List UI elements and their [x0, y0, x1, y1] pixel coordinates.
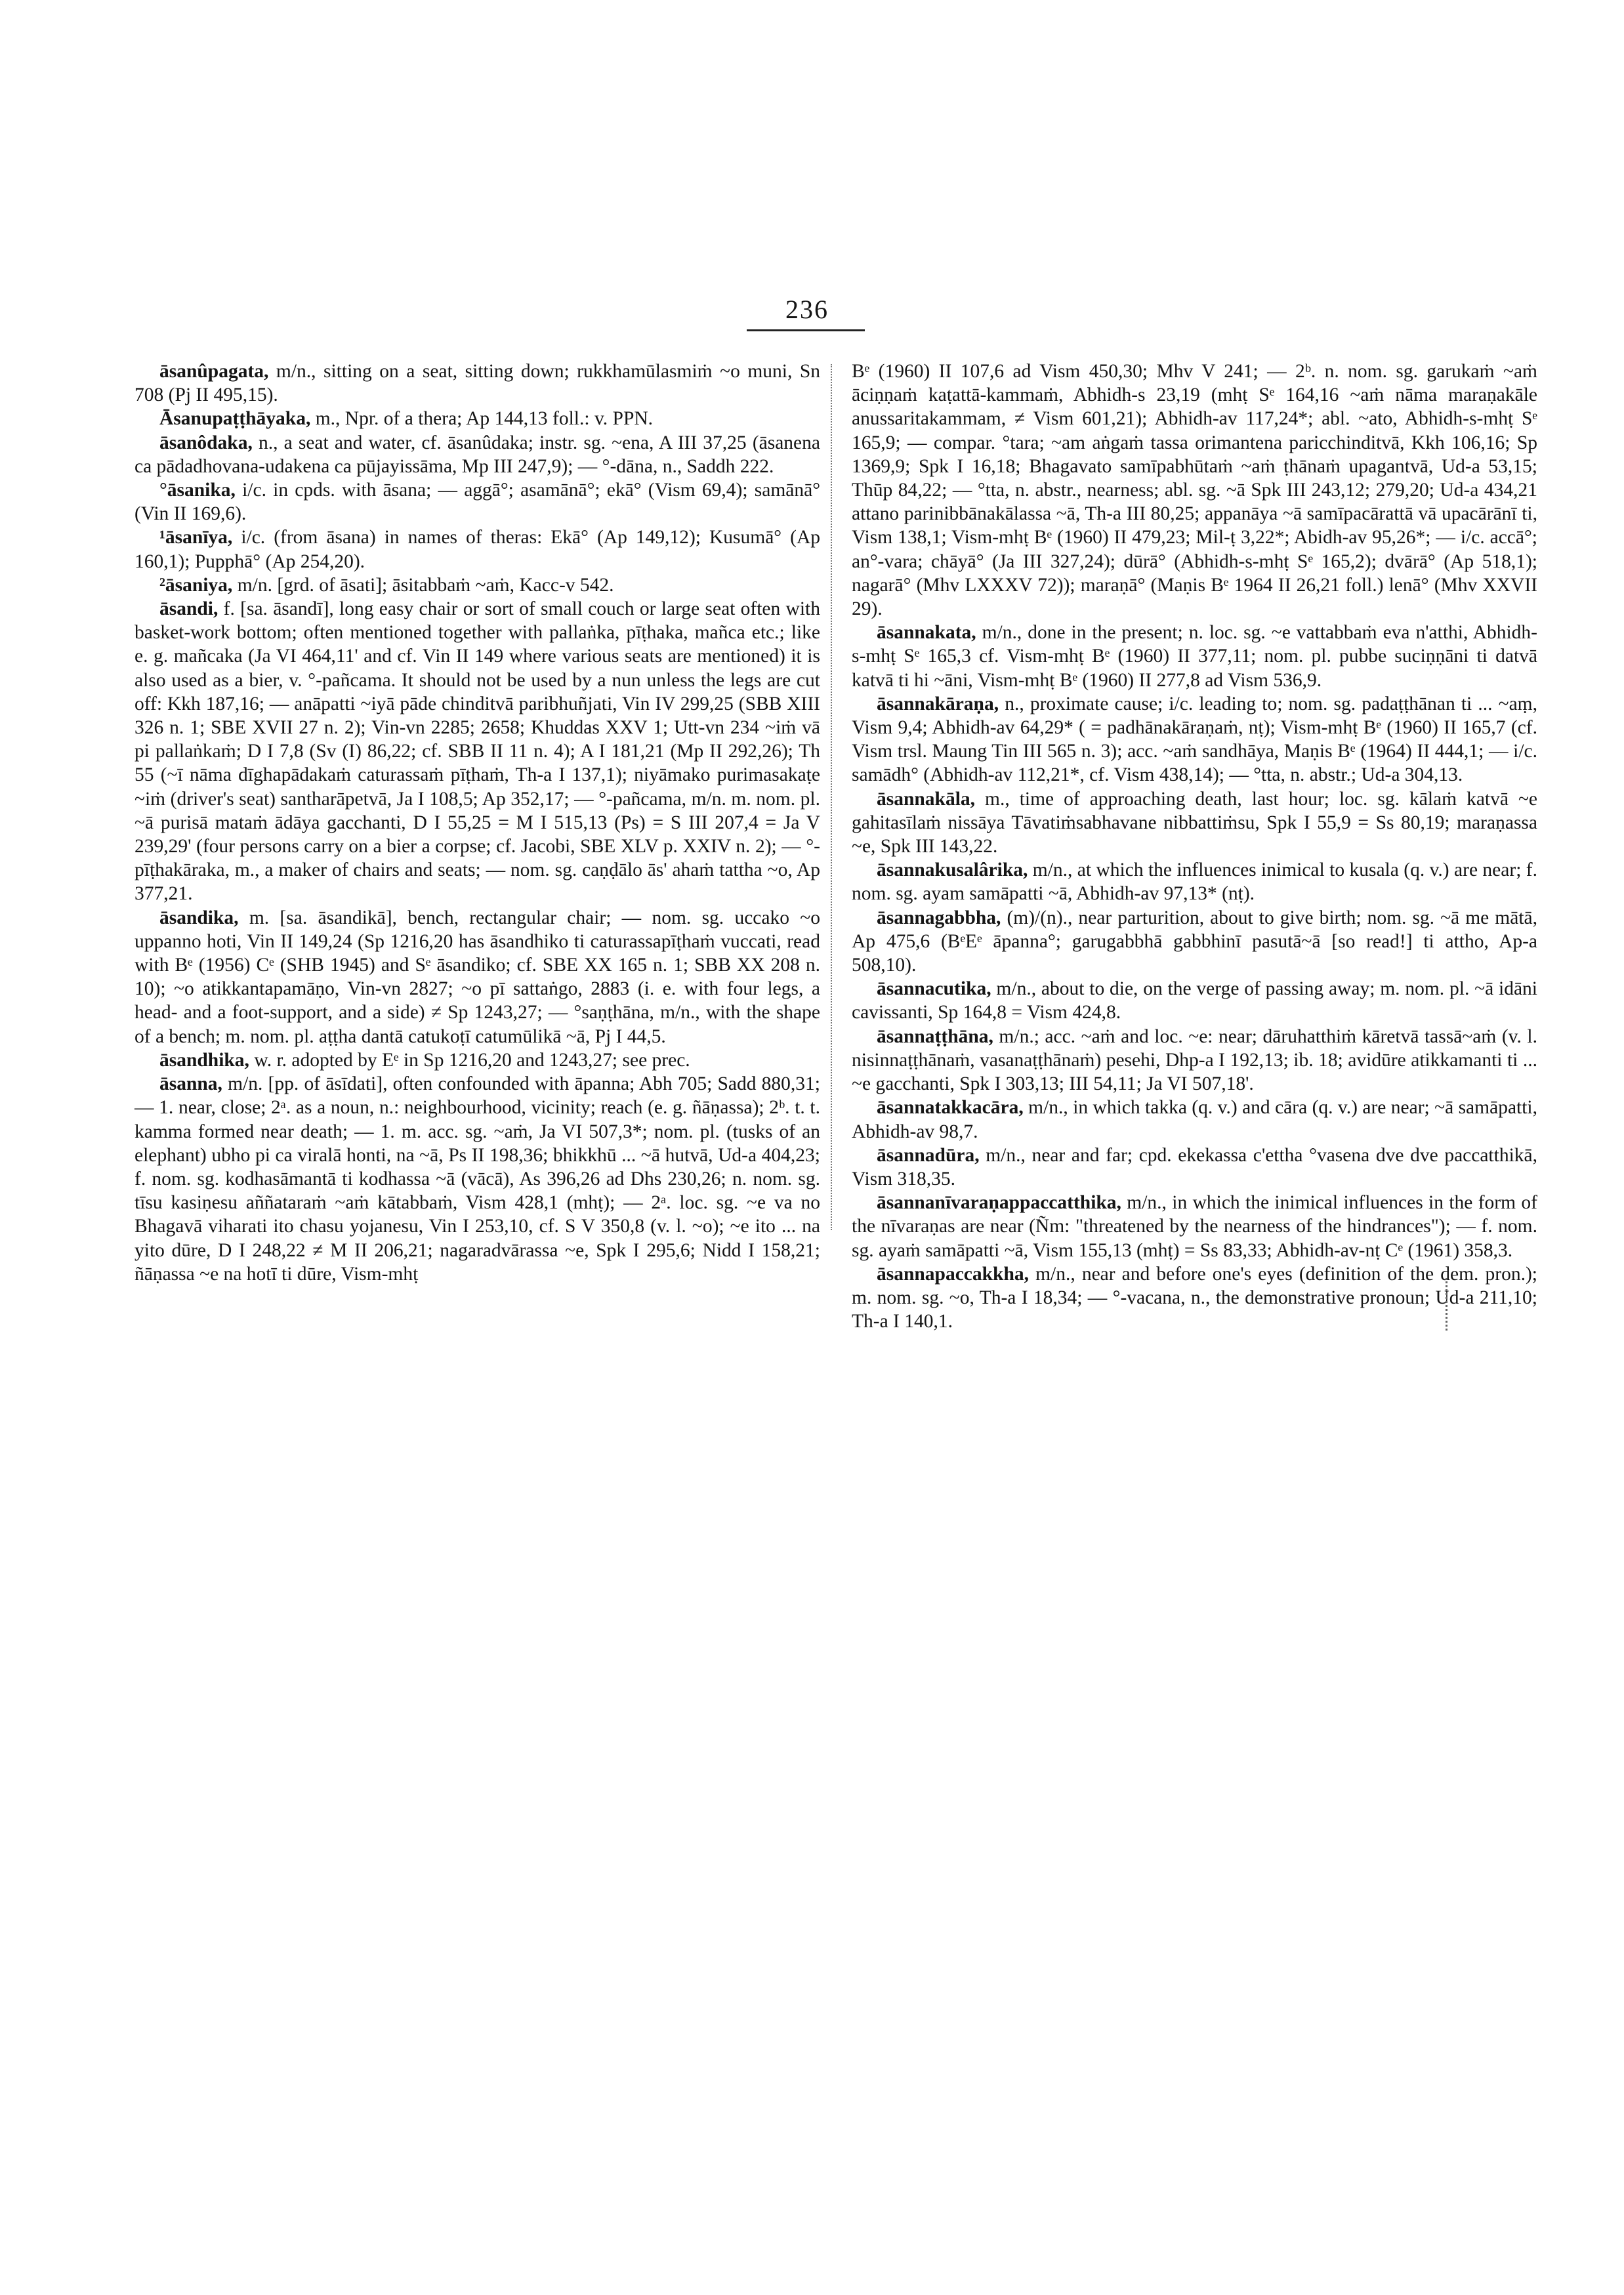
entry-text: Bᵉ (1960) II 107,6 ad Vism 450,30; Mhv V 241; — 2ᵇ. n. nom. sg. garukaṁ ~aṁ āciṇṇaṁ kaṭattā-kammaṁ, Abhidh-s 23,19 (mhṭ Sᵉ 164,16 ~aṁ nāma maraṇakāle anussaritakammam, ≠ Vism 601,21); Abhidh-av 117,24*; abl. ~ato, Abhidh-s-mhṭ Sᵉ 165,9; — compar. °tara; ~am aṅgaṁ tassa orimantena paricchinditvā, Kkh 106,16; Sp 1369,9; Spk I 16,18; Bhagavato samīpabhūtaṁ ~aṁ ṭhānaṁ upagantvā, Ud-a 53,15; Thūp 84,22; — °tta, n. abstr., nearness; abl. sg. ~ā Spk III 243,12; 279,20; Ud-a 434,21 attano parinibbānakālassa ~ā, Th-a III 80,25; appanāya ~ā samīpacārattā vā upacārānī ti, Vism 138,1; Vism-mhṭ Bᵉ (1960) II 479,23; Mil-ṭ 3,22*; Abidh-av 95,26*; — i/c. accā°; an°-vara; chāyā° (Ja III 327,24); dūrā° (Abhidh-s-mhṭ Sᵉ 165,2); dvārā° (Ap 518,1); nagarā° (Mhv LXXXV 72)); maraṇā° (Maṇis Bᵉ 1964 II 26,21 foll.) lenā° (Mhv XXVII 29). — [852, 361, 1537, 620]
entry-text: f. [sa. āsandī], long easy chair or sort of small couch or large seat often with basket-work bottom; often mentioned together with pallaṅka, pīṭhaka, mañca etc.; like e. g. mañcaka (Ja VI 464,11' and cf. Vin II 149 where various seats are mentioned) it is also used as a bier, v. °-pañcama. It should not be used by a nun unless the legs are cut off: Kkh 187,16; — anāpatti ~iyā pāde chinditvā paribhuñjati, Vin IV 299,25 (SBB XIII 326 n. 1; SBE XVII 27 n. 2); Vin-vn 2285; 2658; Khuddas XXV 1; Utt-vn 234 ~iṁ vā pi pallaṅkaṁ; D I 7,8 (Sv (I) 86,22; cf. SBB II 11 n. 4); A I 181,21 (Mp II 292,26); Th 55 (~ī nāma dīghapādakaṁ caturassaṁ pīṭhaṁ, Th-a I 137,1); niyāmako purimasakaṭe ~iṁ (driver's seat) santharāpetvā, Ja I 108,5; Ap 352,17; — °-pañcama, m/n. m. nom. pl. ~ā purisā mataṁ ādāya gacchanti, D I 55,25 = M I 515,13 (Ps) = S III 207,4 = Ja V 239,29' (four persons carry on a bier a corpse; cf. Jacobi, SBE XLV p. XXIV n. 2); — °-pīṭhakāraka, m., a maker of chairs and seats; — nom. sg. caṇḍālo ās' ahaṁ tattha ~o, Ap 377,21. — [135, 598, 820, 905]
entry-headword: Āsanupaṭṭhāyaka, — [159, 408, 311, 430]
entry-text: i/c. (from āsana) in names of theras: Ekā° (Ap 149,12); Kusumā° (Ap 160,1); Pupphā° (Ap 254,20). — [135, 527, 820, 572]
dictionary-entry — [852, 977, 1537, 1024]
entry-headword: āsandika, — [159, 907, 239, 928]
dictionary-entry — [852, 1144, 1537, 1191]
margin-mark — [1446, 1278, 1447, 1331]
dictionary-entry — [852, 1025, 1537, 1096]
left-column — [135, 360, 820, 1286]
entry-text: m/n., done in the present; n. loc. sg. ~e vattabbaṁ eva n'atthi, Abhidh-s-mhṭ Sᵉ 165,3 cf. Vism-mhṭ Bᵉ (1960) II 377,11; nom. pl. pubbe suciṇṇāni ti datvā katvā ti hi ~āni, Vism-mhṭ Bᵉ (1960) II 277,8 ad Vism 536,9. — [852, 622, 1537, 691]
dictionary-entry — [852, 1262, 1537, 1334]
entry-headword: ¹āsanīya, — [159, 527, 233, 548]
dictionary-entry — [135, 1048, 820, 1072]
entry-text: m/n., in which the inimical influences in the form of the nīvaraṇas are near (Ñm: "threatened by the nearness of the hindrances"); — f. nom. sg. ayaṁ samāpatti ~ā, Vism 155,13 (mhṭ) = Ss 83,33; Abhidh-av-nṭ Cᵉ (1961) 358,3. — [852, 1192, 1537, 1261]
dictionary-entry — [135, 906, 820, 1048]
right-column — [852, 360, 1537, 1333]
entry-headword: āsannacutika, — [877, 978, 991, 1000]
entry-headword: āsanûpagata, — [159, 361, 269, 382]
entry-headword: āsanna, — [159, 1073, 222, 1095]
entry-headword: āsannanīvaraṇappaccatthika, — [877, 1192, 1121, 1214]
entry-text: m/n., at which the influences inimical to kusala (q. v.) are near; f. nom. sg. ayam samāpatti ~ā, Abhidh-av 97,13* (nṭ). — [852, 859, 1537, 905]
entry-headword: āsandhika, — [159, 1049, 249, 1071]
entry-headword: āsannaṭṭhāna, — [877, 1025, 993, 1047]
entry-text: m/n.; acc. ~aṁ and loc. ~e: near; dāruhatthiṁ kāretvā tassā~aṁ (v. l. nisinnaṭṭhānaṁ, vasanaṭṭhānaṁ) pesehi, Dhp-a I 192,13; ib. 18; avidūre atikkamanti ti ... ~e gacchanti, Spk I 303,13; III 54,11; Ja VI 507,18'. — [852, 1025, 1537, 1095]
page-number: 236 — [785, 295, 829, 324]
dictionary-entry — [852, 621, 1537, 692]
dictionary-entry — [135, 526, 820, 573]
entry-text: n., proximate cause; i/c. leading to; nom. sg. padaṭṭhānan ti ... ~aṃ, Vism 9,4; Abhidh-av 64,29* ( = padhānakāraṇaṁ, nṭ); Vism-mhṭ Bᵉ (1960) II 165,7 (cf. Vism trsl. Maung Tin III 565 n. 3); acc. ~aṁ sandhāya, Maṇis Bᵉ (1964) II 444,1; — i/c. samādh° (Abhidh-av 112,21*, cf. Vism 438,14); — °tta, n. abstr.; Ud-a 304,13. — [852, 693, 1537, 786]
entry-headword: ²āsaniya, — [159, 574, 233, 596]
dictionary-entry — [135, 431, 820, 478]
dictionary-entry — [135, 407, 820, 430]
entry-headword: āsanôdaka, — [159, 432, 253, 453]
entry-headword: āsannakāla, — [877, 788, 976, 810]
dictionary-entry — [852, 360, 1537, 621]
dictionary-entry — [852, 906, 1537, 978]
header-rule — [747, 329, 865, 331]
entry-headword: āsannapaccakkha, — [877, 1263, 1029, 1285]
entry-text: m/n., near and far; cpd. ekekassa c'ettha °vasena dve dve paccatthikā, Vism 318,35. — [852, 1144, 1537, 1189]
entry-headword: āsandi, — [159, 598, 219, 620]
entry-headword: āsannakata, — [877, 622, 976, 644]
entry-headword: āsannagabbha, — [877, 907, 1001, 928]
entry-text: w. r. adopted by Eᵉ in Sp 1216,20 and 1243,27; see prec. — [249, 1049, 690, 1071]
dictionary-entry — [135, 478, 820, 526]
dictionary-entry — [852, 692, 1537, 787]
entry-headword: āsannatakkacāra, — [877, 1097, 1024, 1119]
entry-headword: āsannakusalârika, — [877, 859, 1028, 881]
entry-text: m/n. [grd. of āsati]; āsitabbaṁ ~aṁ, Kacc-v 542. — [232, 574, 614, 596]
entry-text: m/n., about to die, on the verge of passing away; m. nom. pl. ~ā idāni cavissanti, Sp 164,8 = Vism 424,8. — [852, 978, 1537, 1023]
entry-headword: āsannadūra, — [877, 1144, 980, 1166]
entry-text: m/n., near and before one's eyes (definition of the dem. pron.); m. nom. sg. ~o, Th-a I 18,34; — °-vacana, n., the demonstrative pronoun; Ud-a 211,10; Th-a I 140,1. — [852, 1263, 1537, 1333]
dictionary-entry — [852, 1096, 1537, 1143]
entry-text: m., Npr. of a thera; Ap 144,13 foll.: v. PPN. — [310, 408, 654, 430]
dictionary-entry — [852, 1191, 1537, 1262]
entry-headword: °āsanika, — [159, 480, 236, 501]
dictionary-entry — [135, 1072, 820, 1286]
entry-text: n., a seat and water, cf. āsanûdaka; instr. sg. ~ena, A III 37,25 (āsanena ca pādadhovana-udakena ca pūjayissāma, Mp III 247,9); — °-dāna, n., Saddh 222. — [135, 432, 820, 477]
entry-text: m., time of approaching death, last hour; loc. sg. kālaṁ katvā ~e gahitasīlaṁ nissāya Tāvatiṁsabhavane nibbattiṁsu, Spk I 55,9 = Ss 80,19; maraṇassa ~e, Spk III 143,22. — [852, 788, 1537, 858]
dictionary-entry — [135, 597, 820, 906]
column-divider — [831, 364, 832, 1230]
dictionary-entry — [852, 787, 1537, 859]
entry-text: m. [sa. āsandikā], bench, rectangular chair; — nom. sg. uccako ~o uppanno hoti, Vin II 149,24 (Sp 1216,20 has āsandhiko ti caturassapīṭhaṁ vuccati, read with Bᵉ (1956) Cᵉ (SHB 1945) and Sᵉ āsandiko; cf. SBE XX 165 n. 1; SBB XX 208 n. 10); ~o atikkantapamāṇo, Vin-vn 2827; ~o pī sattaṅgo, 2883 (i. e. with four legs, a head- and a foot-support, and a side) ≠ Sp 1243,27; — °saṇṭhāna, m/n., with the shape of a bench; m. nom. pl. aṭṭha dantā catukoṭī catumūlikā ~ā, Pj I 44,5. — [135, 907, 820, 1047]
entry-text: i/c. in cpds. with āsana; — aggā°; asamānā°; ekā° (Vism 69,4); samānā° (Vin II 169,6). — [135, 480, 820, 525]
entry-text: m/n., in which takka (q. v.) and cāra (q. v.) are near; ~ā samāpatti, Abhidh-av 98,7. — [852, 1097, 1537, 1142]
entry-headword: āsannakāraṇa, — [877, 693, 999, 714]
entry-text: m/n. [pp. of āsīdati], often confounded with āpanna; Abh 705; Sadd 880,31; — 1. near, close; 2ᵃ. as a noun, n.: neighbourhood, vicinity; reach (e. g. ñāṇassa); 2ᵇ. t. t. kamma formed near death; — 1. m. acc. sg. ~aṁ, Ja VI 507,3*; nom. pl. (tusks of an elephant) ubho pi ca viralā honti, na ~ā, Ps II 198,36; bhikkhū ... ~ā hutvā, Ud-a 404,23; f. nom. sg. kodhasāmantā ti kodhassa ~ā (vācā), As 396,26 ad Dhs 230,26; n. nom. sg. tīsu kasiṇesu aññataraṁ ~aṁ kātabbaṁ, Vism 428,1 (mhṭ); — 2ᵃ. loc. sg. ~e va no Bhagavā viharati ito chasu yojanesu, Vin I 253,10, cf. S V 350,8 (v. l. ~o); ~e ito ... na yito dūre, D I 248,22 ≠ M II 206,21; nagaradvārassa ~e, Spk I 295,6; Nidd I 158,21; ñāṇassa ~e na hotī ti dūre, Vism-mhṭ — [135, 1073, 820, 1285]
dictionary-entry — [135, 573, 820, 597]
dictionary-entry — [852, 858, 1537, 905]
dictionary-entry — [135, 360, 820, 407]
entry-text: m/n., sitting on a seat, sitting down; rukkhamūlasmiṁ ~o muni, Sn 708 (Pj II 495,15). — [135, 361, 820, 406]
entry-text: (m)/(n)., near parturition, about to give birth; nom. sg. ~ā me mātā, Ap 475,6 (BᵉEᵉ āpanna°; garugabbhā gabbhinī pasutā~ā [so read!] ti attho, Ap-a 508,10). — [852, 907, 1537, 976]
